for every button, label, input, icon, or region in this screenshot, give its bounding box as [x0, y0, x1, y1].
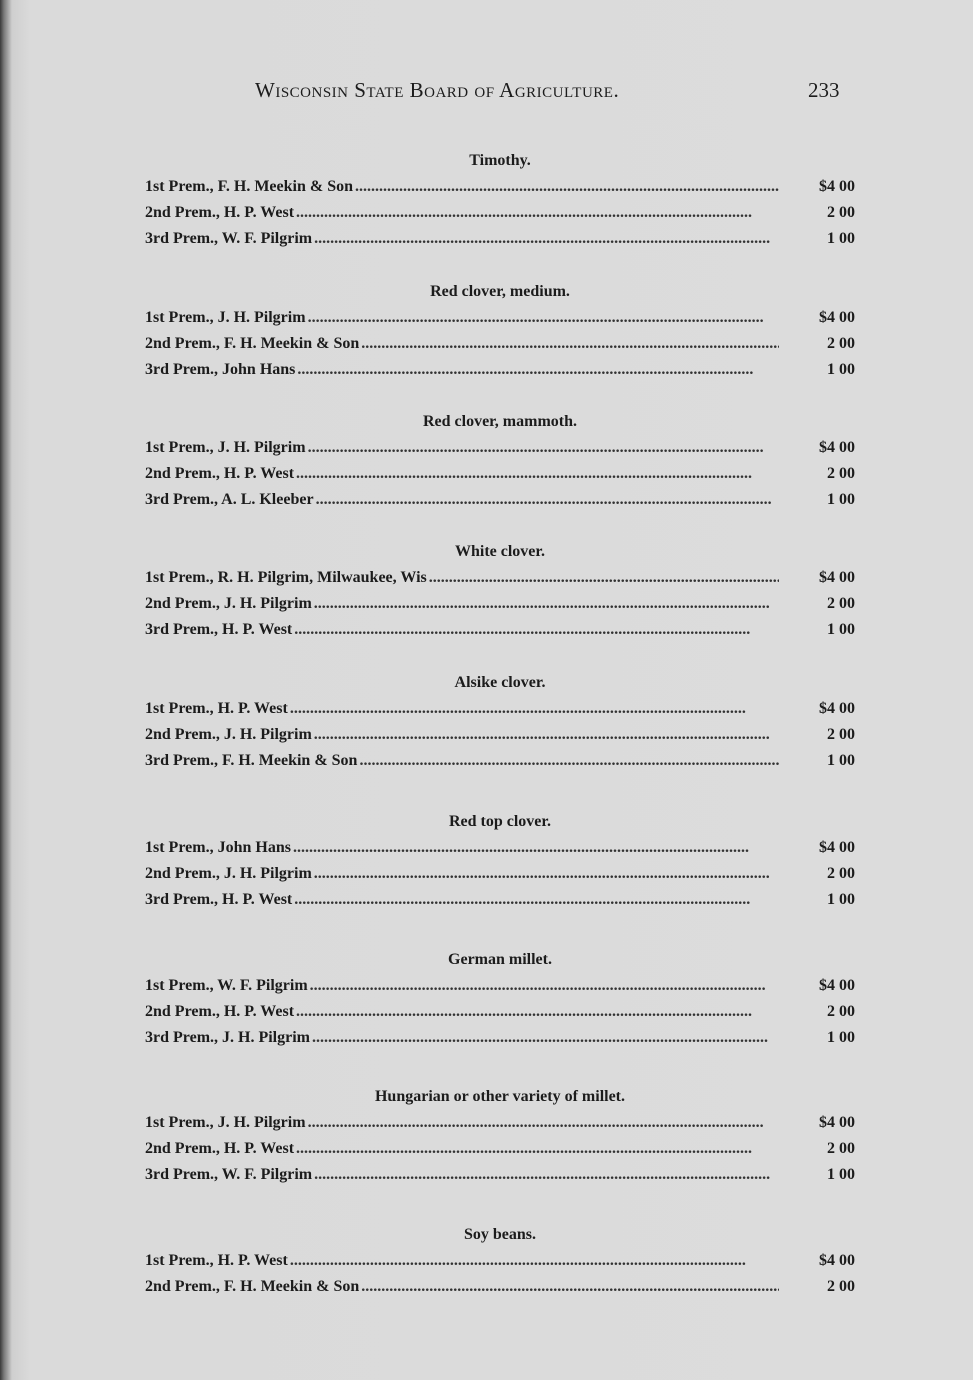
- award-section: [145, 148, 855, 252]
- award-entry: [145, 1274, 855, 1300]
- dot-leader: [314, 861, 779, 887]
- award-amount: 1 00: [827, 1029, 855, 1046]
- dot-leader: [316, 487, 779, 513]
- award-entry: [145, 200, 855, 226]
- award-section: [145, 670, 855, 774]
- award-section: [145, 947, 855, 1051]
- dot-leader: [308, 1110, 779, 1136]
- award-entry: [145, 1248, 855, 1274]
- award-section: [145, 539, 855, 643]
- award-entry: [145, 696, 855, 722]
- award-entry: [145, 835, 855, 861]
- award-label: 2nd Prem., J. H. Pilgrim: [145, 595, 312, 612]
- award-label: 1st Prem., H. P. West: [145, 700, 288, 717]
- award-amount: 1 00: [827, 230, 855, 247]
- award-entry: [145, 331, 855, 357]
- section-title: German millet.: [448, 951, 552, 968]
- award-amount: $4 00: [819, 1114, 855, 1131]
- dot-leader: [355, 174, 779, 200]
- award-label: 3rd Prem., J. H. Pilgrim: [145, 1029, 310, 1046]
- page-header: [255, 78, 855, 108]
- dot-leader: [361, 331, 779, 357]
- award-entry: [145, 748, 855, 774]
- award-entry: [145, 461, 855, 487]
- award-entry: [145, 973, 855, 999]
- dot-leader: [296, 461, 779, 487]
- award-amount: $4 00: [819, 439, 855, 456]
- award-amount: $4 00: [819, 700, 855, 717]
- award-section: [145, 809, 855, 913]
- dot-leader: [314, 226, 779, 252]
- running-title: Wisconsin State Board of Agriculture.: [255, 78, 620, 102]
- award-amount: 2 00: [827, 1278, 855, 1295]
- dot-leader: [361, 1274, 779, 1300]
- section-title: Red top clover.: [448, 813, 552, 830]
- award-label: 2nd Prem., F. H. Meekin & Son: [145, 335, 360, 352]
- award-entry: [145, 1162, 855, 1188]
- award-entry: [145, 226, 855, 252]
- award-amount: 1 00: [827, 891, 855, 908]
- award-amount: 2 00: [827, 465, 855, 482]
- award-label: 2nd Prem., H. P. West: [145, 1140, 295, 1157]
- award-entry: [145, 1136, 855, 1162]
- award-label: 1st Prem., W. F. Pilgrim: [145, 977, 308, 994]
- award-label: 1st Prem., John Hans: [145, 839, 291, 856]
- award-section: [145, 1222, 855, 1300]
- award-label: 1st Prem., F. H. Meekin & Son: [145, 178, 353, 195]
- award-entry: [145, 617, 855, 643]
- dot-leader: [296, 999, 779, 1025]
- dot-leader: [314, 1162, 779, 1188]
- award-amount: 2 00: [827, 1140, 855, 1157]
- award-label: 1st Prem., J. H. Pilgrim: [145, 309, 306, 326]
- dot-leader: [308, 435, 779, 461]
- award-amount: 1 00: [827, 361, 855, 378]
- dot-leader: [314, 591, 779, 617]
- award-entry: [145, 305, 855, 331]
- section-title: Red clover, mammoth.: [422, 413, 578, 430]
- dot-leader: [297, 357, 779, 383]
- section-title: Timothy.: [469, 152, 531, 169]
- award-label: 2nd Prem., J. H. Pilgrim: [145, 865, 312, 882]
- dot-leader: [290, 696, 779, 722]
- award-amount: 2 00: [827, 335, 855, 352]
- section-title: White clover.: [454, 543, 546, 560]
- award-label: 2nd Prem., H. P. West: [145, 1003, 295, 1020]
- section-title: Alsike clover.: [454, 674, 546, 691]
- award-amount: 2 00: [827, 1003, 855, 1020]
- award-label: 3rd Prem., F. H. Meekin & Son: [145, 752, 358, 769]
- award-amount: $4 00: [819, 569, 855, 586]
- award-label: 1st Prem., J. H. Pilgrim: [145, 1114, 306, 1131]
- award-amount: 1 00: [827, 621, 855, 638]
- award-label: 2nd Prem., H. P. West: [145, 204, 295, 221]
- award-label: 1st Prem., H. P. West: [145, 1252, 288, 1269]
- award-amount: 1 00: [827, 752, 855, 769]
- award-section: [145, 279, 855, 383]
- dot-leader: [429, 565, 779, 591]
- page-number: 233: [808, 78, 840, 102]
- dot-leader: [312, 1025, 779, 1051]
- award-label: 3rd Prem., A. L. Kleeber: [145, 491, 314, 508]
- award-entry: [145, 1110, 855, 1136]
- award-amount: $4 00: [819, 1252, 855, 1269]
- section-title: Soy beans.: [463, 1226, 537, 1243]
- award-amount: 2 00: [827, 595, 855, 612]
- award-entry: [145, 861, 855, 887]
- dot-leader: [296, 1136, 779, 1162]
- award-entry: [145, 722, 855, 748]
- award-label: 3rd Prem., H. P. West: [145, 891, 293, 908]
- award-entry: [145, 487, 855, 513]
- dot-leader: [296, 200, 779, 226]
- award-amount: $4 00: [819, 839, 855, 856]
- award-entry: [145, 435, 855, 461]
- dot-leader: [359, 748, 779, 774]
- award-label: 1st Prem., J. H. Pilgrim: [145, 439, 306, 456]
- award-label: 3rd Prem., H. P. West: [145, 621, 293, 638]
- award-amount: 2 00: [827, 865, 855, 882]
- award-label: 2nd Prem., J. H. Pilgrim: [145, 726, 312, 743]
- award-entry: [145, 591, 855, 617]
- award-label: 2nd Prem., F. H. Meekin & Son: [145, 1278, 360, 1295]
- award-label: 3rd Prem., W. F. Pilgrim: [145, 230, 313, 247]
- award-label: 2nd Prem., H. P. West: [145, 465, 295, 482]
- award-section: [145, 1084, 855, 1188]
- award-amount: $4 00: [819, 309, 855, 326]
- award-amount: 2 00: [827, 726, 855, 743]
- award-amount: 1 00: [827, 1166, 855, 1183]
- dot-leader: [290, 1248, 779, 1274]
- section-title: Red clover, medium.: [430, 283, 570, 300]
- award-entry: [145, 565, 855, 591]
- award-entry: [145, 357, 855, 383]
- award-amount: 2 00: [827, 204, 855, 221]
- award-entry: [145, 887, 855, 913]
- award-entry: [145, 999, 855, 1025]
- award-amount: $4 00: [819, 178, 855, 195]
- dot-leader: [294, 887, 779, 913]
- award-label: 3rd Prem., John Hans: [145, 361, 296, 378]
- award-section: [145, 409, 855, 513]
- award-amount: 1 00: [827, 491, 855, 508]
- award-entry: [145, 174, 855, 200]
- dot-leader: [308, 305, 779, 331]
- award-label: 3rd Prem., W. F. Pilgrim: [145, 1166, 313, 1183]
- section-title: Hungarian or other variety of millet.: [374, 1088, 626, 1105]
- dot-leader: [314, 722, 779, 748]
- award-entry: [145, 1025, 855, 1051]
- dot-leader: [310, 973, 779, 999]
- award-amount: $4 00: [819, 977, 855, 994]
- dot-leader: [293, 835, 779, 861]
- dot-leader: [294, 617, 779, 643]
- award-label: 1st Prem., R. H. Pilgrim, Milwaukee, Wis: [145, 569, 427, 586]
